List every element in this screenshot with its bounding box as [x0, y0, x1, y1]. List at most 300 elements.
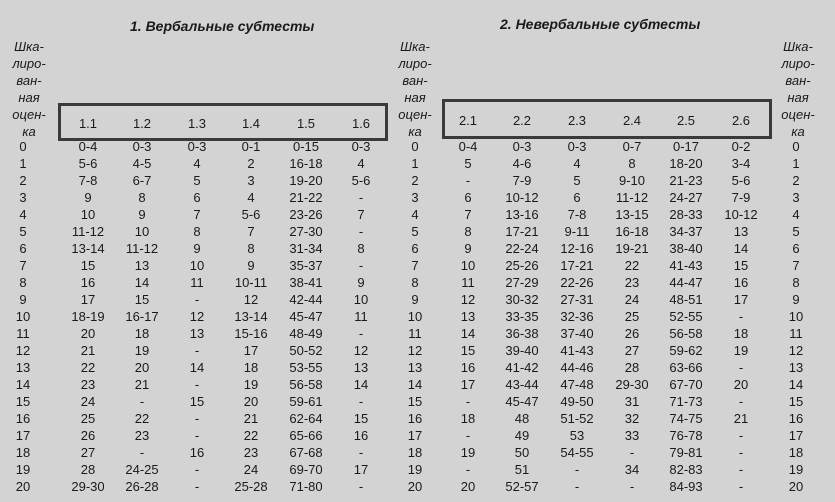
scale-value: 19 — [15, 462, 31, 477]
nonverbal-raw-score: 21-23 — [669, 173, 703, 188]
nonverbal-raw-score: 34-37 — [669, 224, 703, 239]
nonverbal-raw-score: 27-31 — [560, 292, 594, 307]
scale-value: 20 — [788, 479, 804, 494]
scale-header-line: ван- — [785, 73, 811, 88]
scale-value: 14 — [407, 377, 423, 392]
nonverbal-raw-score: - — [629, 445, 635, 460]
verbal-raw-score: 11 — [354, 309, 368, 324]
nonverbal-raw-score: 7-8 — [567, 207, 587, 222]
nonverbal-raw-score: 33 — [624, 428, 640, 443]
nonverbal-subtests-header: 2. Невербальные субтесты — [500, 16, 701, 32]
verbal-raw-score: 23 — [243, 445, 259, 460]
nonverbal-raw-score: 71-73 — [669, 394, 703, 409]
nonverbal-raw-score: 41-43 — [560, 343, 594, 358]
verbal-subtests-header: 1. Вербальные субтесты — [130, 18, 315, 34]
subtest-label: 2.1 — [458, 113, 478, 128]
verbal-raw-score: - — [194, 377, 200, 392]
verbal-raw-score: 16 — [80, 275, 96, 290]
scale-value: 16 — [788, 411, 804, 426]
nonverbal-raw-score: 16 — [460, 360, 476, 375]
verbal-raw-score: - — [358, 258, 364, 273]
verbal-raw-score: 15 — [189, 394, 205, 409]
scale-header-middle — [392, 38, 438, 140]
verbal-raw-score: - — [358, 224, 364, 239]
verbal-raw-score: 11-12 — [71, 224, 105, 239]
nonverbal-raw-score: 6 — [573, 190, 581, 205]
scale-header-line: оцен- — [781, 107, 815, 122]
nonverbal-raw-score: 13-15 — [615, 207, 649, 222]
scale-value: 10 — [788, 309, 804, 324]
scale-header-line: Шка- — [400, 39, 430, 54]
subtest-label: 2.2 — [512, 113, 532, 128]
subtest-label: 2.3 — [567, 113, 587, 128]
verbal-raw-score: 14 — [353, 377, 369, 392]
nonverbal-raw-score: - — [738, 394, 744, 409]
subtest-label: 1.4 — [241, 116, 261, 131]
verbal-raw-score: 0-15 — [292, 139, 320, 154]
nonverbal-raw-score: 37-40 — [560, 326, 594, 341]
verbal-raw-score: 7 — [193, 207, 201, 222]
scale-value: 8 — [19, 275, 27, 290]
nonverbal-raw-score: 11 — [461, 275, 475, 290]
scale-value: 19 — [407, 462, 423, 477]
nonverbal-raw-score: 27 — [624, 343, 640, 358]
verbal-raw-score: 19 — [134, 343, 150, 358]
nonverbal-raw-score: 10-12 — [505, 190, 539, 205]
nonverbal-raw-score: 7-9 — [512, 173, 532, 188]
nonverbal-raw-score: 63-66 — [669, 360, 703, 375]
scale-value: 1 — [792, 156, 800, 171]
nonverbal-raw-score: 44-47 — [669, 275, 703, 290]
scale-header-line: Шка- — [783, 39, 813, 54]
verbal-raw-score: 24-25 — [125, 462, 159, 477]
nonverbal-raw-score: 5 — [573, 173, 581, 188]
verbal-raw-score: 65-66 — [289, 428, 323, 443]
verbal-raw-score: - — [194, 292, 200, 307]
nonverbal-raw-score: 5-6 — [731, 173, 751, 188]
verbal-raw-score: 11 — [190, 275, 204, 290]
scale-value: 12 — [407, 343, 423, 358]
verbal-raw-score: 10-11 — [234, 275, 268, 290]
verbal-raw-score: - — [194, 479, 200, 494]
nonverbal-raw-score: 52-55 — [669, 309, 703, 324]
nonverbal-raw-score: 54-55 — [560, 445, 594, 460]
nonverbal-raw-score: 44-46 — [560, 360, 594, 375]
scale-header-line: ка — [791, 124, 805, 139]
nonverbal-raw-score: 38-40 — [669, 241, 703, 256]
nonverbal-raw-score: - — [574, 479, 580, 494]
scale-value: 11 — [16, 326, 30, 341]
nonverbal-raw-score: 21 — [733, 411, 749, 426]
nonverbal-raw-score: - — [738, 462, 744, 477]
scale-value: 17 — [15, 428, 31, 443]
verbal-raw-score: 21-22 — [289, 190, 323, 205]
nonverbal-raw-score: 0-3 — [512, 139, 532, 154]
nonverbal-raw-score: 14 — [733, 241, 749, 256]
scale-value: 14 — [788, 377, 804, 392]
scale-value: 6 — [411, 241, 419, 256]
verbal-raw-score: 6-7 — [132, 173, 152, 188]
nonverbal-raw-score: 13 — [460, 309, 476, 324]
nonverbal-raw-score: 22 — [624, 258, 640, 273]
nonverbal-raw-score: 49 — [514, 428, 530, 443]
scale-value: 3 — [792, 190, 800, 205]
verbal-raw-score: 24 — [80, 394, 96, 409]
nonverbal-raw-score: 82-83 — [669, 462, 703, 477]
verbal-raw-score: 7 — [247, 224, 255, 239]
verbal-raw-score: 9 — [357, 275, 365, 290]
scale-value: 19 — [788, 462, 804, 477]
verbal-raw-score: 22 — [134, 411, 150, 426]
scale-value: 7 — [411, 258, 419, 273]
verbal-raw-score: 15 — [134, 292, 150, 307]
verbal-raw-score: 10 — [134, 224, 150, 239]
nonverbal-raw-score: 0-2 — [731, 139, 751, 154]
verbal-raw-score: 4-5 — [132, 156, 152, 171]
nonverbal-raw-score: 10-12 — [724, 207, 758, 222]
verbal-raw-score: 13-14 — [234, 309, 268, 324]
verbal-raw-score: 14 — [189, 360, 205, 375]
nonverbal-raw-score: 7 — [464, 207, 472, 222]
nonverbal-raw-score: 16-18 — [615, 224, 649, 239]
scale-value: 8 — [411, 275, 419, 290]
scale-value: 13 — [407, 360, 423, 375]
nonverbal-raw-score: 17-21 — [505, 224, 539, 239]
subtest-label: 2.6 — [731, 113, 751, 128]
subtest-label: 1.2 — [132, 116, 152, 131]
verbal-raw-score: 13 — [134, 258, 150, 273]
nonverbal-raw-score: 28 — [624, 360, 640, 375]
verbal-raw-score: 27-30 — [289, 224, 323, 239]
verbal-raw-score: 9 — [84, 190, 92, 205]
scale-header-line: Шка- — [14, 39, 44, 54]
scale-header-line: оцен- — [12, 107, 46, 122]
verbal-raw-score: 20 — [243, 394, 259, 409]
verbal-raw-score: 4 — [193, 156, 201, 171]
scale-value: 2 — [411, 173, 419, 188]
scale-header-line: оцен- — [398, 107, 432, 122]
scale-value: 0 — [792, 139, 800, 154]
verbal-raw-score: 21 — [243, 411, 259, 426]
verbal-raw-score: 23-26 — [289, 207, 323, 222]
verbal-raw-score: - — [139, 445, 145, 460]
nonverbal-raw-score: 19 — [460, 445, 476, 460]
verbal-raw-score: - — [194, 428, 200, 443]
subtest-label: 2.5 — [676, 113, 696, 128]
nonverbal-raw-score: 36-38 — [505, 326, 539, 341]
verbal-raw-score: 14 — [134, 275, 150, 290]
nonverbal-raw-score: 25 — [624, 309, 640, 324]
verbal-raw-score: 8 — [247, 241, 255, 256]
verbal-raw-score: 17 — [80, 292, 96, 307]
verbal-raw-score: 24 — [243, 462, 259, 477]
scale-value: 15 — [788, 394, 804, 409]
nonverbal-raw-score: 0-17 — [672, 139, 700, 154]
verbal-raw-score: 17 — [243, 343, 259, 358]
scale-value: 6 — [19, 241, 27, 256]
nonverbal-raw-score: 18 — [733, 326, 749, 341]
scale-header-right — [775, 38, 821, 140]
verbal-raw-score: 18 — [134, 326, 150, 341]
nonverbal-raw-score: 19 — [733, 343, 749, 358]
verbal-raw-score: - — [358, 326, 364, 341]
verbal-raw-score: 35-37 — [289, 258, 323, 273]
nonverbal-raw-score: 76-78 — [669, 428, 703, 443]
verbal-raw-score: - — [139, 394, 145, 409]
nonverbal-raw-score: 67-70 — [669, 377, 703, 392]
nonverbal-raw-score: 25-26 — [505, 258, 539, 273]
verbal-raw-score: - — [194, 411, 200, 426]
scale-header-line: лиро- — [781, 56, 815, 71]
nonverbal-raw-score: - — [574, 462, 580, 477]
nonverbal-raw-score: 7-9 — [731, 190, 751, 205]
verbal-raw-score: 16-17 — [125, 309, 159, 324]
nonverbal-raw-score: 32 — [624, 411, 640, 426]
verbal-raw-score: 10 — [189, 258, 205, 273]
verbal-raw-score: 21 — [80, 343, 96, 358]
verbal-raw-score: 42-44 — [289, 292, 323, 307]
nonverbal-raw-score: 22-24 — [505, 241, 539, 256]
verbal-raw-score: 56-58 — [289, 377, 323, 392]
verbal-raw-score: - — [194, 462, 200, 477]
subtest-label: 2.4 — [622, 113, 642, 128]
verbal-raw-score: 26-28 — [125, 479, 159, 494]
verbal-raw-score: 5 — [193, 173, 201, 188]
nonverbal-raw-score: 23 — [624, 275, 640, 290]
nonverbal-raw-score: - — [738, 428, 744, 443]
scale-header-line: ная — [18, 90, 40, 105]
nonverbal-raw-score: 11-12 — [615, 190, 649, 205]
nonverbal-raw-score: 20 — [733, 377, 749, 392]
scale-header-line: лиро- — [12, 56, 46, 71]
nonverbal-raw-score: 16 — [733, 275, 749, 290]
subtest-label: 1.6 — [351, 116, 371, 131]
verbal-raw-score: 13 — [189, 326, 205, 341]
nonverbal-raw-score: 29-30 — [615, 377, 649, 392]
nonverbal-raw-score: - — [629, 479, 635, 494]
verbal-raw-score: 20 — [134, 360, 150, 375]
verbal-raw-score: 19 — [243, 377, 259, 392]
verbal-raw-score: 13 — [353, 360, 369, 375]
nonverbal-raw-score: 17-21 — [560, 258, 594, 273]
verbal-raw-score: 50-52 — [289, 343, 323, 358]
nonverbal-raw-score: 0-4 — [458, 139, 478, 154]
scale-value: 1 — [19, 156, 27, 171]
scale-header-line: ван- — [16, 73, 42, 88]
verbal-raw-score: 8 — [138, 190, 146, 205]
scale-value: 3 — [19, 190, 27, 205]
verbal-raw-score: 62-64 — [289, 411, 323, 426]
verbal-raw-score: 38-41 — [289, 275, 323, 290]
scale-value: 3 — [411, 190, 419, 205]
verbal-raw-score: 3 — [247, 173, 255, 188]
nonverbal-raw-score: 48 — [514, 411, 530, 426]
verbal-raw-score: 2 — [247, 156, 255, 171]
verbal-raw-score: 11-12 — [125, 241, 159, 256]
scale-value: 9 — [792, 292, 800, 307]
verbal-raw-score: 10 — [353, 292, 369, 307]
scale-value: 15 — [15, 394, 31, 409]
nonverbal-raw-score: 41-42 — [505, 360, 539, 375]
verbal-raw-score: 22 — [243, 428, 259, 443]
verbal-raw-score: - — [358, 445, 364, 460]
verbal-raw-score: 5-6 — [78, 156, 98, 171]
nonverbal-raw-score: - — [738, 309, 744, 324]
verbal-raw-score: 19-20 — [289, 173, 323, 188]
scale-value: 0 — [411, 139, 419, 154]
verbal-raw-score: 0-3 — [132, 139, 152, 154]
verbal-raw-score: 6 — [193, 190, 201, 205]
verbal-raw-score: 25 — [80, 411, 96, 426]
verbal-raw-score: 7 — [357, 207, 365, 222]
nonverbal-raw-score: 24 — [624, 292, 640, 307]
scale-value: 7 — [792, 258, 800, 273]
scale-value: 17 — [407, 428, 423, 443]
nonverbal-raw-score: 15 — [460, 343, 476, 358]
subtest-label: 1.1 — [78, 116, 98, 131]
verbal-raw-score: 20 — [80, 326, 96, 341]
scale-value: 15 — [407, 394, 423, 409]
scale-value: 18 — [788, 445, 804, 460]
nonverbal-raw-score: 12 — [460, 292, 476, 307]
nonverbal-raw-score: 27-29 — [505, 275, 539, 290]
nonverbal-raw-score: 34 — [624, 462, 640, 477]
nonverbal-raw-score: 4 — [573, 156, 581, 171]
verbal-raw-score: 0-3 — [351, 139, 371, 154]
verbal-raw-score: 16 — [189, 445, 205, 460]
verbal-raw-score: 16 — [353, 428, 369, 443]
scale-value: 4 — [411, 207, 419, 222]
scale-value: 5 — [792, 224, 800, 239]
nonverbal-raw-score: 13 — [733, 224, 749, 239]
scale-value: 17 — [788, 428, 804, 443]
nonverbal-raw-score: 33-35 — [505, 309, 539, 324]
verbal-raw-score: 29-30 — [71, 479, 105, 494]
verbal-raw-score: - — [358, 190, 364, 205]
verbal-raw-score: 15 — [353, 411, 369, 426]
scale-value: 4 — [19, 207, 27, 222]
verbal-raw-score: 22 — [80, 360, 96, 375]
nonverbal-raw-score: 53 — [569, 428, 585, 443]
nonverbal-raw-score: 49-50 — [560, 394, 594, 409]
verbal-raw-score: 15-16 — [234, 326, 268, 341]
nonverbal-raw-score: 8 — [628, 156, 636, 171]
scale-value: 14 — [15, 377, 31, 392]
nonverbal-raw-score: 17 — [460, 377, 476, 392]
scale-value: 13 — [788, 360, 804, 375]
nonverbal-raw-score: 45-47 — [505, 394, 539, 409]
nonverbal-raw-score: 79-81 — [669, 445, 703, 460]
scale-value: 2 — [792, 173, 800, 188]
scale-header-line: ная — [787, 90, 809, 105]
verbal-raw-score: 7-8 — [78, 173, 98, 188]
nonverbal-raw-score: - — [465, 428, 471, 443]
nonverbal-raw-score: 24-27 — [669, 190, 703, 205]
scale-header-line: ка — [22, 124, 36, 139]
verbal-raw-score: 4 — [357, 156, 365, 171]
nonverbal-raw-score: - — [465, 173, 471, 188]
verbal-raw-score: 12 — [243, 292, 259, 307]
nonverbal-raw-score: 19-21 — [615, 241, 649, 256]
nonverbal-raw-score: 5 — [464, 156, 472, 171]
nonverbal-raw-score: 32-36 — [560, 309, 594, 324]
scale-value: 1 — [411, 156, 419, 171]
nonverbal-raw-score: 41-43 — [669, 258, 703, 273]
scale-value: 5 — [411, 224, 419, 239]
scale-value: 12 — [15, 343, 31, 358]
scale-value: 9 — [19, 292, 27, 307]
verbal-raw-score: 5-6 — [241, 207, 261, 222]
scale-value: 10 — [407, 309, 423, 324]
nonverbal-raw-score: 30-32 — [505, 292, 539, 307]
verbal-raw-score: 59-61 — [289, 394, 323, 409]
scale-value: 11 — [789, 326, 803, 341]
verbal-raw-score: - — [358, 479, 364, 494]
scale-value: 8 — [792, 275, 800, 290]
verbal-raw-score: 13-14 — [71, 241, 105, 256]
nonverbal-raw-score: 59-62 — [669, 343, 703, 358]
verbal-raw-score: - — [358, 394, 364, 409]
nonverbal-raw-score: 0-7 — [622, 139, 642, 154]
nonverbal-raw-score: 9-11 — [564, 224, 590, 239]
scale-value: 13 — [15, 360, 31, 375]
nonverbal-raw-score: - — [738, 360, 744, 375]
verbal-raw-score: 69-70 — [289, 462, 323, 477]
nonverbal-raw-score: 17 — [733, 292, 749, 307]
verbal-raw-score: 31-34 — [289, 241, 323, 256]
verbal-raw-score: 4 — [247, 190, 255, 205]
verbal-raw-score: 27 — [80, 445, 96, 460]
verbal-raw-score: 26 — [80, 428, 96, 443]
verbal-raw-score: - — [194, 343, 200, 358]
verbal-raw-score: 71-80 — [289, 479, 323, 494]
nonverbal-raw-score: 12-16 — [560, 241, 594, 256]
nonverbal-raw-score: 10 — [460, 258, 476, 273]
verbal-raw-score: 12 — [353, 343, 369, 358]
scale-value: 0 — [19, 139, 27, 154]
nonverbal-raw-score: 4-6 — [512, 156, 532, 171]
scale-value: 20 — [407, 479, 423, 494]
verbal-raw-score: 53-55 — [289, 360, 323, 375]
verbal-raw-score: 48-49 — [289, 326, 323, 341]
verbal-raw-score: 5-6 — [351, 173, 371, 188]
scale-value: 18 — [407, 445, 423, 460]
nonverbal-raw-score: - — [738, 445, 744, 460]
verbal-raw-score: 21 — [134, 377, 150, 392]
verbal-raw-score: 23 — [80, 377, 96, 392]
verbal-raw-score: 0-4 — [78, 139, 98, 154]
scale-value: 7 — [19, 258, 27, 273]
verbal-raw-score: 18 — [243, 360, 259, 375]
verbal-raw-score: 0-3 — [187, 139, 207, 154]
nonverbal-raw-score: 9-10 — [618, 173, 646, 188]
nonverbal-raw-score: - — [465, 394, 471, 409]
scale-value: 5 — [19, 224, 27, 239]
nonverbal-raw-score: 6 — [464, 190, 472, 205]
scale-header-line: ван- — [402, 73, 428, 88]
scale-value: 11 — [408, 326, 422, 341]
verbal-raw-score: 16-18 — [289, 156, 323, 171]
scale-value: 20 — [15, 479, 31, 494]
nonverbal-raw-score: 48-51 — [669, 292, 703, 307]
nonverbal-raw-score: 51-52 — [560, 411, 594, 426]
nonverbal-raw-score: 50 — [514, 445, 530, 460]
nonverbal-raw-score: 20 — [460, 479, 476, 494]
verbal-raw-score: 17 — [353, 462, 369, 477]
scale-header-line: ная — [404, 90, 426, 105]
nonverbal-raw-score: 3-4 — [731, 156, 751, 171]
subtest-label: 1.5 — [296, 116, 316, 131]
